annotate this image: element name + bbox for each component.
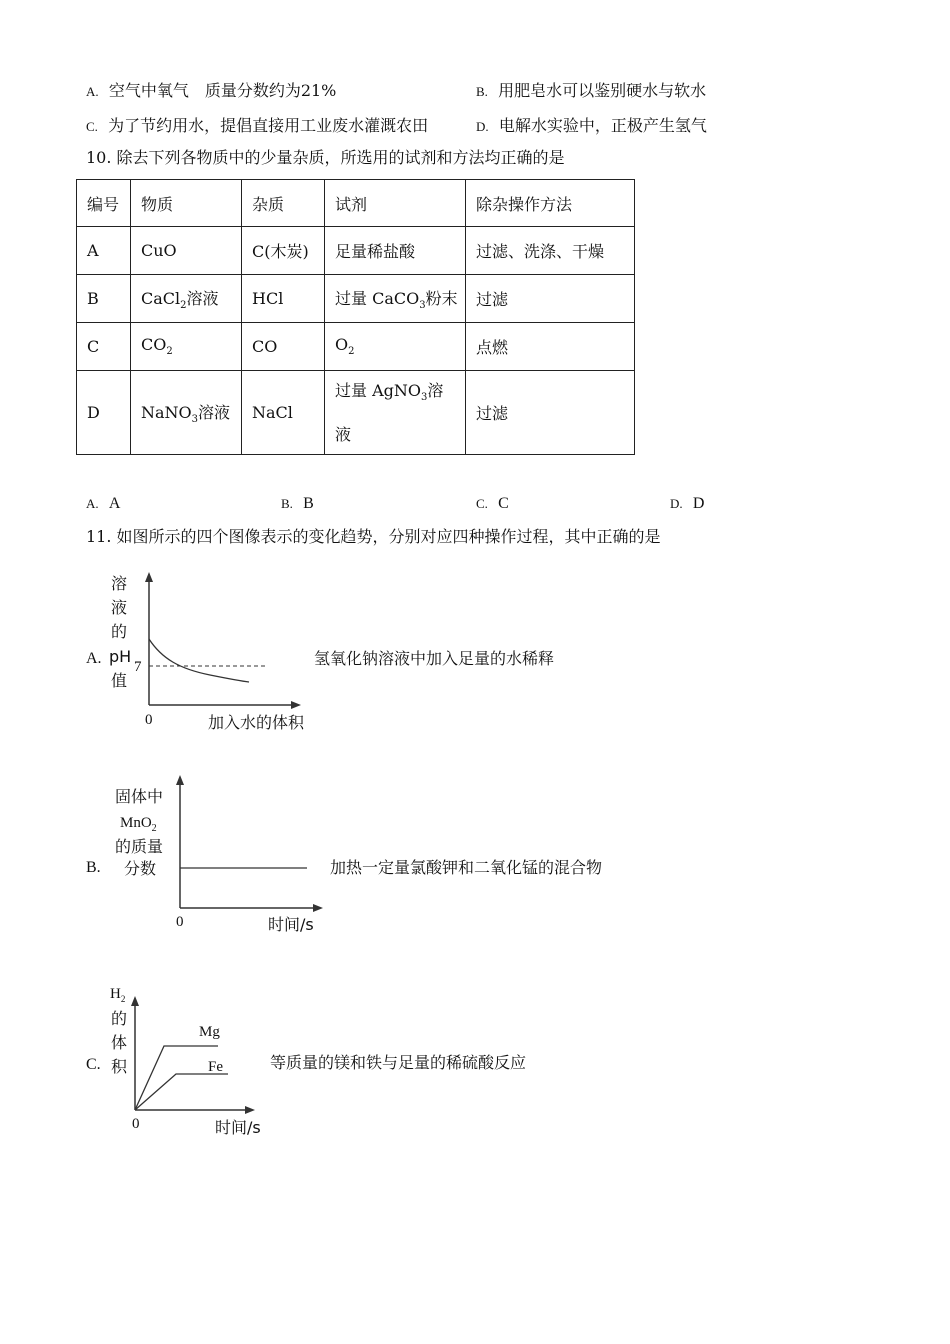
q9-option-d <box>476 116 707 137</box>
graph-a-label: A. <box>86 650 102 667</box>
y-axis-arrow <box>145 572 153 582</box>
x-axis-arrow <box>245 1106 255 1114</box>
y-label-line: 分数 <box>124 859 157 878</box>
graph-b-caption: 加热一定量氯酸钾和二氧化锰的混合物 <box>330 858 603 877</box>
q10-stem: 10. 除去下列各物质中的少量杂质，所选用的试剂和方法均正确的是 <box>86 148 565 167</box>
option-letter: A. <box>86 84 99 99</box>
table-header-cell: 除杂操作方法 <box>466 180 635 227</box>
option-letter: B. <box>476 84 488 99</box>
origin-label: 0 <box>132 1116 140 1132</box>
table-cell: 足量稀盐酸 <box>325 227 466 275</box>
table-cell: CO <box>242 323 325 371</box>
q10-table <box>76 179 635 455</box>
q10-choice-a[interactable] <box>86 493 120 514</box>
y-label-line: MnO$_2$ <box>120 815 157 834</box>
subscript: 3 <box>419 300 426 312</box>
table-cell <box>325 275 466 323</box>
graph-b <box>110 770 340 940</box>
y-label-char: 液 <box>111 598 128 617</box>
x-label: 时间/s <box>215 1118 261 1137</box>
formula-suffix: 溶液 <box>198 402 231 422</box>
option-text: 为了节约用水，提倡直接用工业废水灌溉农田 <box>108 116 429 135</box>
y-label-char: 积 <box>111 1057 128 1076</box>
choice-letter: B. <box>281 496 293 511</box>
y-axis-arrow <box>176 775 184 785</box>
y-label-char: 溶 <box>111 574 128 593</box>
tick-label-7: 7 <box>134 659 142 675</box>
graph-c-label: C. <box>86 1056 101 1073</box>
series-label-fe: Fe <box>208 1059 223 1075</box>
q9-option-a <box>86 81 336 102</box>
formula: NaNO <box>141 402 192 422</box>
graph-c-caption: 等质量的镁和铁与足量的稀硫酸反应 <box>270 1053 527 1072</box>
x-label: 时间/s <box>268 915 314 934</box>
origin-label: 0 <box>176 914 184 930</box>
table-header-cell: 物质 <box>131 180 242 227</box>
q9-option-b <box>476 81 706 102</box>
graph-b-label: B. <box>86 859 101 876</box>
formula: 过量 CaCO <box>335 288 420 308</box>
formula-suffix: 粉末 <box>425 288 458 308</box>
table-cell <box>325 323 466 371</box>
origin-label: 0 <box>145 712 153 728</box>
subscript: 3 <box>421 392 428 404</box>
formula: 过量 AgNO <box>335 380 422 400</box>
y-label-char: 体 <box>111 1033 128 1052</box>
table-cell <box>325 371 466 455</box>
graph-a-caption: 氢氧化钠溶液中加入足量的水稀释 <box>314 649 555 668</box>
table-cell: A <box>77 227 131 275</box>
table-cell: 过滤 <box>466 275 635 323</box>
table-header-row <box>77 180 635 227</box>
formula: CaCl <box>141 288 181 308</box>
table-cell: C <box>77 323 131 371</box>
choice-letter: A. <box>86 496 99 511</box>
option-letter: D. <box>476 119 489 134</box>
x-axis-arrow <box>313 904 323 912</box>
table-cell <box>131 371 242 455</box>
table-cell: C(木炭) <box>242 227 325 275</box>
q10-choice-c[interactable] <box>476 493 509 514</box>
choice-letter: D. <box>670 496 683 511</box>
table-cell: 点燃 <box>466 323 635 371</box>
subscript: 2 <box>166 346 173 358</box>
y-label-h2: $H_2$ <box>110 986 126 1004</box>
x-axis-arrow <box>291 701 301 709</box>
choice-value: D <box>692 495 705 512</box>
table-cell: NaCl <box>242 371 325 455</box>
table-cell: HCl <box>242 275 325 323</box>
series-label-mg: Mg <box>199 1024 220 1040</box>
y-label-char: 的 <box>111 622 128 641</box>
q10-choice-b[interactable] <box>281 493 314 514</box>
choice-value: A <box>108 495 121 512</box>
ph-curve <box>149 639 249 682</box>
table-cell: D <box>77 371 131 455</box>
formula-suffix: 液 <box>335 425 352 445</box>
table-header-cell: 杂质 <box>242 180 325 227</box>
table-header-cell: 试剂 <box>325 180 466 227</box>
formula-suffix: 溶液 <box>186 288 219 308</box>
table-cell: 过滤 <box>466 371 635 455</box>
table-cell: CuO <box>131 227 242 275</box>
x-label: 加入水的体积 <box>208 713 305 732</box>
q10-choice-d[interactable] <box>670 493 704 514</box>
subscript: 2 <box>180 300 187 312</box>
option-letter: C. <box>86 119 98 134</box>
formula-suffix: 溶 <box>427 380 444 400</box>
table-row <box>77 371 635 455</box>
option-text: 空气中氧气 质量分数约为21% <box>108 81 337 100</box>
table-row <box>77 227 635 275</box>
y-label-char: pH <box>109 647 132 666</box>
choice-value: B <box>303 495 314 512</box>
table-cell: 过滤、洗涤、干燥 <box>466 227 635 275</box>
table-cell <box>131 323 242 371</box>
formula: O <box>335 335 349 355</box>
subscript: 3 <box>191 414 199 426</box>
formula: CO <box>141 335 167 355</box>
choice-value: C <box>498 495 509 512</box>
mg-series-line <box>135 1046 218 1110</box>
table-header-cell: 编号 <box>77 180 131 227</box>
option-text: 用肥皂水可以鉴别硬水与软水 <box>498 81 707 100</box>
q9-option-c <box>86 116 428 137</box>
y-label-char: 的 <box>111 1009 128 1028</box>
table-row <box>77 275 635 323</box>
y-label-line: 固体中 <box>115 787 164 806</box>
y-label-line: 的质量 <box>115 837 164 856</box>
choice-letter: C. <box>476 496 488 511</box>
graph-c <box>100 980 280 1140</box>
q11-stem: 11. 如图所示的四个图像表示的变化趋势，分别对应四种操作过程，其中正确的是 <box>86 527 661 546</box>
y-axis-arrow <box>131 996 139 1006</box>
graph-a <box>100 565 340 740</box>
table-cell <box>131 275 242 323</box>
table-cell: B <box>77 275 131 323</box>
option-text: 电解水实验中，正极产生氢气 <box>498 116 707 135</box>
table-row <box>77 323 635 371</box>
subscript: 2 <box>348 346 355 358</box>
y-label-char: 值 <box>111 671 128 690</box>
